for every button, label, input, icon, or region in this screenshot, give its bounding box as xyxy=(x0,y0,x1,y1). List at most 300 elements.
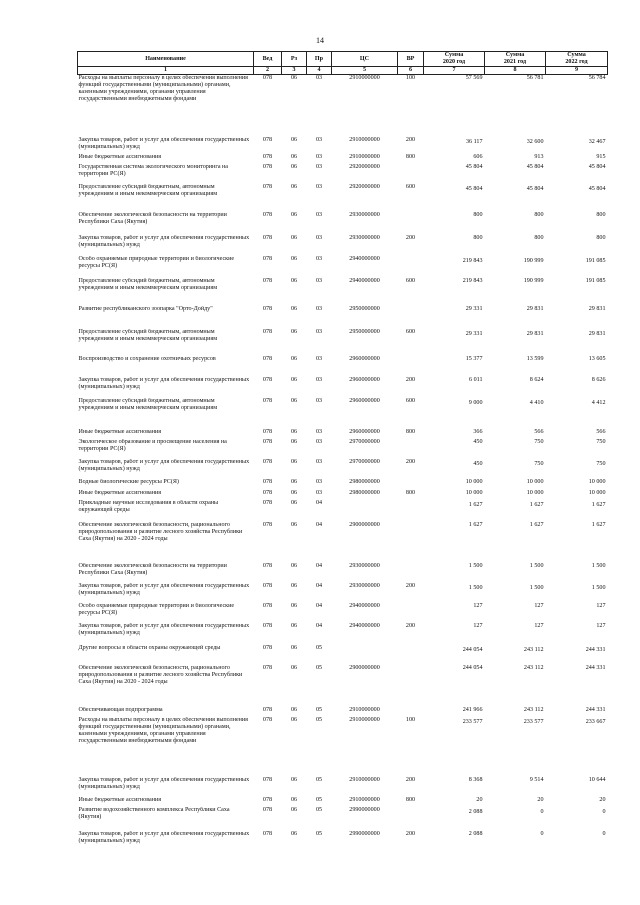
cell-rz: 06 xyxy=(290,806,298,813)
column-number: 8 xyxy=(485,67,546,75)
cell-cs: 2910000000 xyxy=(349,796,380,803)
cell-vr xyxy=(398,665,424,707)
cell-sum-2022: 56 784 xyxy=(588,75,606,81)
cell-ved: 078 xyxy=(262,478,273,485)
cell-rz: 06 xyxy=(290,582,298,589)
table-row xyxy=(78,278,608,306)
cell-ved: 078 xyxy=(262,489,273,496)
column-number: 3 xyxy=(282,67,307,75)
table-row xyxy=(78,398,608,429)
cell-vr: 200 xyxy=(405,136,416,143)
cell-pr: 03 xyxy=(315,183,323,190)
cell-vr xyxy=(398,256,424,278)
cell-vr xyxy=(398,212,424,235)
cell-name: Иные бюджетные ассигнования xyxy=(78,153,162,160)
cell-rz: 06 xyxy=(290,521,298,528)
cell-cs: 2930000000 xyxy=(349,211,380,218)
cell-sum-2022: 750 xyxy=(596,460,606,467)
cell-vr: 100 xyxy=(405,716,416,723)
cell-sum-2020: 606 xyxy=(473,153,483,160)
cell-sum-2022: 1 627 xyxy=(591,501,606,508)
table-row xyxy=(78,356,608,377)
cell-name: Обеспечение экологической безопасности, рационального природопользования и развитие лесного хозяйства Республики Саха (Якутия) на 2020 - 2024 годы xyxy=(78,664,243,685)
cell-cs: 2960000000 xyxy=(349,355,380,362)
cell-vr: 200 xyxy=(405,234,416,241)
cell-ved: 078 xyxy=(262,428,273,435)
cell-rz: 06 xyxy=(290,211,298,218)
table-row xyxy=(78,459,608,479)
table-row xyxy=(78,184,608,212)
table-row xyxy=(78,329,608,356)
cell-name: Обеспечивающая подпрограмма xyxy=(78,706,163,713)
cell-sum-2022: 0 xyxy=(602,808,606,815)
cell-sum-2022: 10 000 xyxy=(588,489,606,496)
cell-ved: 078 xyxy=(262,211,273,218)
cell-sum-2022: 13 605 xyxy=(588,355,606,362)
cell-rz: 06 xyxy=(290,478,298,485)
cell-sum-2022: 244 331 xyxy=(585,646,606,653)
cell-pr: 05 xyxy=(315,796,323,803)
table-row xyxy=(78,235,608,256)
cell-vr: 800 xyxy=(405,153,416,160)
cell-name: Иные бюджетные ассигнования xyxy=(78,796,162,803)
cell-sum-2021: 800 xyxy=(534,211,544,218)
cell-sum-2020: 9 000 xyxy=(468,399,483,406)
cell-cs: 2960000000 xyxy=(349,397,380,404)
table-row xyxy=(78,645,608,665)
cell-pr: 05 xyxy=(315,716,323,723)
cell-rz: 06 xyxy=(290,716,298,723)
cell-sum-2022: 1 627 xyxy=(591,521,606,528)
cell-sum-2020: 1 500 xyxy=(468,584,483,591)
cell-cs: 2950000000 xyxy=(349,328,380,335)
cell-sum-2021: 20 xyxy=(537,796,544,803)
cell-sum-2022: 20 xyxy=(599,796,606,803)
cell-rz: 06 xyxy=(290,499,298,506)
column-number: 1 xyxy=(78,67,254,75)
cell-sum-2020: 10 000 xyxy=(465,478,483,485)
cell-cs: 2920000000 xyxy=(349,163,380,170)
cell-sum-2020: 127 xyxy=(473,622,483,629)
table-row xyxy=(78,377,608,398)
cell-sum-2020: 127 xyxy=(473,602,483,609)
header-rz: Рз xyxy=(282,52,307,67)
cell-sum-2020: 233 577 xyxy=(462,718,483,725)
header-sum-2020: Сумма 2020 год xyxy=(424,52,485,67)
cell-name: Обеспечение экологической безопасности, рационального природопользования и развитие лесного хозяйства Республики Саха (Якутия) на 2020 - 2024 годы xyxy=(78,521,243,542)
cell-name: Закупка товаров, работ и услуг для обеспечения государственных (муниципальных) нужд xyxy=(78,776,250,790)
cell-ved: 078 xyxy=(262,706,273,713)
cell-name: Особо охраняемые природные территории и биологические ресурсы РС(Я) xyxy=(78,255,235,269)
budget-table xyxy=(77,51,608,854)
cell-name: Предоставление субсидий бюджетным, автономным учреждениям и иным некоммерческим организациям xyxy=(78,328,218,342)
cell-name: Иные бюджетные ассигнования xyxy=(78,428,162,435)
cell-pr: 03 xyxy=(315,255,323,262)
cell-pr: 03 xyxy=(315,305,323,312)
cell-ved: 078 xyxy=(262,602,273,609)
cell-sum-2020: 366 xyxy=(473,428,483,435)
cell-cs xyxy=(332,645,398,665)
table-row xyxy=(78,807,608,831)
cell-sum-2021: 127 xyxy=(534,622,544,629)
cell-sum-2021: 750 xyxy=(534,460,544,467)
cell-sum-2020: 1 500 xyxy=(468,562,483,569)
cell-sum-2020: 29 331 xyxy=(465,330,483,337)
cell-rz: 06 xyxy=(290,622,298,629)
cell-vr: 200 xyxy=(405,582,416,589)
cell-ved: 078 xyxy=(262,136,273,143)
table-row xyxy=(78,777,608,797)
cell-sum-2020: 244 054 xyxy=(462,664,483,671)
cell-cs: 2980000000 xyxy=(349,478,380,485)
cell-name: Расходы на выплаты персоналу в целях обеспечения выполнения функций государственными (муниципальными) органами, казенными учреждениями, органами управления государственными внебюджетными фондами xyxy=(78,716,248,744)
cell-sum-2020: 29 331 xyxy=(465,305,483,312)
cell-cs: 2990000000 xyxy=(349,830,380,837)
cell-name: Прикладные научные исследования в области охраны окружающей среды xyxy=(78,499,219,513)
cell-pr: 05 xyxy=(315,776,323,783)
cell-sum-2021: 45 804 xyxy=(526,185,544,192)
cell-name: Особо охраняемые природные территории и биологические ресурсы РС(Я) xyxy=(78,602,235,616)
cell-sum-2020: 800 xyxy=(473,211,483,218)
cell-sum-2022: 0 xyxy=(602,830,606,837)
table-row xyxy=(78,603,608,623)
cell-rz: 06 xyxy=(290,183,298,190)
cell-sum-2021: 566 xyxy=(534,428,544,435)
cell-cs: 2940000000 xyxy=(349,255,380,262)
cell-pr: 03 xyxy=(315,153,323,160)
cell-sum-2021: 1 500 xyxy=(529,584,544,591)
cell-sum-2020: 20 xyxy=(476,796,483,803)
cell-ved: 078 xyxy=(262,806,273,813)
cell-vr xyxy=(398,479,424,490)
table-row xyxy=(78,563,608,583)
cell-sum-2022: 10 000 xyxy=(588,478,606,485)
cell-vr: 800 xyxy=(405,796,416,803)
cell-rz: 06 xyxy=(290,75,298,81)
cell-sum-2022: 915 xyxy=(596,153,606,160)
cell-rz: 06 xyxy=(290,796,298,803)
header-name: Наименование xyxy=(78,52,254,67)
cell-sum-2020: 219 843 xyxy=(462,257,483,264)
cell-ved: 078 xyxy=(262,622,273,629)
cell-ved: 078 xyxy=(262,255,273,262)
cell-cs: 2980000000 xyxy=(349,489,380,496)
cell-rz: 06 xyxy=(290,234,298,241)
column-number-row xyxy=(78,67,608,75)
cell-sum-2021: 4 410 xyxy=(529,399,544,406)
cell-cs: 2940000000 xyxy=(349,277,380,284)
cell-sum-2022: 191 085 xyxy=(585,277,606,284)
cell-sum-2021: 29 831 xyxy=(526,330,544,337)
cell-name: Закупка товаров, работ и услуг для обеспечения государственных (муниципальных) нужд xyxy=(78,376,250,390)
cell-vr: 600 xyxy=(405,328,416,335)
cell-sum-2020: 8 368 xyxy=(468,776,483,783)
cell-cs: 2960000000 xyxy=(349,428,380,435)
cell-rz: 06 xyxy=(290,355,298,362)
table-row xyxy=(78,212,608,235)
cell-pr: 04 xyxy=(315,521,323,528)
cell-sum-2020: 15 377 xyxy=(465,355,483,362)
cell-rz: 06 xyxy=(290,562,298,569)
cell-sum-2022: 29 831 xyxy=(588,330,606,337)
cell-name: Другие вопросы в области охраны окружающей среды xyxy=(78,644,221,651)
cell-rz: 06 xyxy=(290,376,298,383)
cell-ved: 078 xyxy=(262,438,273,445)
cell-rz: 06 xyxy=(290,277,298,284)
cell-name: Закупка товаров, работ и услуг для обеспечения государственных (муниципальных) нужд xyxy=(78,458,250,472)
cell-sum-2020: 450 xyxy=(473,460,483,467)
cell-cs: 2900000000 xyxy=(349,664,380,671)
cell-name: Водные биологические ресурсы РС(Я) xyxy=(78,478,179,485)
cell-sum-2021: 190 999 xyxy=(523,277,544,284)
cell-cs: 2940000000 xyxy=(349,622,380,629)
cell-vr: 800 xyxy=(405,489,416,496)
cell-sum-2020: 2 088 xyxy=(468,830,483,837)
cell-name: Предоставление субсидий бюджетным, автономным учреждениям и иным некоммерческим организациям xyxy=(78,397,218,411)
table-row xyxy=(78,717,608,777)
cell-sum-2020: 57 569 xyxy=(465,75,483,81)
cell-sum-2022: 32 467 xyxy=(588,138,606,145)
table-row xyxy=(78,831,608,854)
cell-ved: 078 xyxy=(262,153,273,160)
cell-name: Расходы на выплаты персоналу в целях обеспечения выполнения функций государственными (муниципальными) органами, казенными учреждениями, органами управления государственными внебюджетными фондами xyxy=(78,75,248,102)
cell-ved: 078 xyxy=(262,830,273,837)
cell-pr: 04 xyxy=(315,622,323,629)
cell-cs: 2910000000 xyxy=(349,136,380,143)
cell-ved: 078 xyxy=(262,716,273,723)
cell-rz: 06 xyxy=(290,305,298,312)
cell-ved: 078 xyxy=(262,183,273,190)
table-row xyxy=(78,306,608,329)
cell-ved: 078 xyxy=(262,776,273,783)
cell-sum-2021: 45 804 xyxy=(526,163,544,170)
cell-rz: 06 xyxy=(290,489,298,496)
column-number: 5 xyxy=(332,67,398,75)
table-row xyxy=(78,154,608,164)
cell-ved: 078 xyxy=(262,234,273,241)
cell-sum-2020: 241 966 xyxy=(462,706,483,713)
cell-pr: 05 xyxy=(315,706,323,713)
cell-sum-2022: 566 xyxy=(596,428,606,435)
cell-rz: 06 xyxy=(290,397,298,404)
cell-sum-2021: 127 xyxy=(534,602,544,609)
cell-sum-2021: 190 999 xyxy=(523,257,544,264)
cell-ved: 078 xyxy=(262,562,273,569)
cell-ved: 078 xyxy=(262,277,273,284)
cell-cs: 2970000000 xyxy=(349,438,380,445)
cell-cs: 2970000000 xyxy=(349,458,380,465)
cell-sum-2020: 219 843 xyxy=(462,277,483,284)
cell-ved: 078 xyxy=(262,644,273,651)
cell-ved: 078 xyxy=(262,376,273,383)
cell-sum-2022: 127 xyxy=(596,622,606,629)
page-number: 14 xyxy=(316,36,324,45)
header-sum-2021: Сумма 2021 год xyxy=(485,52,546,67)
cell-pr: 03 xyxy=(315,428,323,435)
column-number: 6 xyxy=(398,67,424,75)
cell-sum-2022: 244 331 xyxy=(585,706,606,713)
cell-sum-2020: 244 054 xyxy=(462,646,483,653)
cell-name: Закупка товаров, работ и услуг для обеспечения государственных (муниципальных) нужд xyxy=(78,234,250,248)
cell-cs: 2930000000 xyxy=(349,582,380,589)
cell-vr xyxy=(398,164,424,184)
cell-sum-2022: 750 xyxy=(596,438,606,445)
header-vr: ВР xyxy=(398,52,424,67)
cell-vr: 600 xyxy=(405,397,416,404)
cell-name: Предоставление субсидий бюджетным, автономным учреждениям и иным некоммерческим организациям xyxy=(78,277,218,291)
table-row xyxy=(78,479,608,490)
cell-pr: 03 xyxy=(315,458,323,465)
cell-pr: 03 xyxy=(315,163,323,170)
cell-vr xyxy=(398,807,424,831)
cell-sum-2022: 233 667 xyxy=(585,718,606,725)
header-sum-2022: Сумма 2022 год xyxy=(546,52,608,67)
cell-cs: 2930000000 xyxy=(349,234,380,241)
cell-vr: 200 xyxy=(405,622,416,629)
cell-ved: 078 xyxy=(262,796,273,803)
cell-cs: 2950000000 xyxy=(349,305,380,312)
cell-vr: 600 xyxy=(405,277,416,284)
cell-sum-2022: 10 644 xyxy=(588,776,606,783)
table-body xyxy=(78,75,608,854)
table-row xyxy=(78,522,608,563)
cell-pr: 03 xyxy=(315,234,323,241)
cell-pr: 03 xyxy=(315,136,323,143)
cell-ved: 078 xyxy=(262,328,273,335)
cell-vr: 200 xyxy=(405,776,416,783)
cell-name: Иные бюджетные ассигнования xyxy=(78,489,162,496)
cell-cs: 2940000000 xyxy=(349,602,380,609)
cell-sum-2020: 45 804 xyxy=(465,185,483,192)
cell-vr xyxy=(398,707,424,717)
cell-rz: 06 xyxy=(290,438,298,445)
cell-pr: 03 xyxy=(315,397,323,404)
cell-pr: 03 xyxy=(315,328,323,335)
cell-name: Предоставление субсидий бюджетным, автономным учреждениям и иным некоммерческим организациям xyxy=(78,183,218,197)
cell-sum-2021: 10 000 xyxy=(526,489,544,496)
cell-sum-2021: 243 112 xyxy=(523,664,544,671)
cell-sum-2022: 800 xyxy=(596,234,606,241)
cell-name: Развитие водохозяйственного комплекса Республики Саха (Якутия) xyxy=(78,806,230,820)
cell-vr: 200 xyxy=(405,830,416,837)
cell-sum-2021: 243 112 xyxy=(523,706,544,713)
cell-pr: 05 xyxy=(315,830,323,837)
cell-vr xyxy=(398,500,424,522)
cell-ved: 078 xyxy=(262,75,273,81)
cell-rz: 06 xyxy=(290,428,298,435)
cell-vr xyxy=(398,645,424,665)
cell-ved: 078 xyxy=(262,499,273,506)
cell-rz: 06 xyxy=(290,328,298,335)
cell-ved: 078 xyxy=(262,305,273,312)
cell-cs: 2960000000 xyxy=(349,376,380,383)
cell-pr: 03 xyxy=(315,478,323,485)
cell-sum-2021: 10 000 xyxy=(526,478,544,485)
cell-sum-2022: 4 412 xyxy=(591,399,606,406)
header-pr: Пр xyxy=(307,52,332,67)
cell-name: Закупка товаров, работ и услуг для обеспечения государственных (муниципальных) нужд xyxy=(78,830,250,844)
cell-sum-2021: 233 577 xyxy=(523,718,544,725)
cell-sum-2021: 1 627 xyxy=(529,501,544,508)
cell-sum-2021: 8 624 xyxy=(529,376,544,383)
table-row xyxy=(78,490,608,500)
cell-ved: 078 xyxy=(262,397,273,404)
cell-rz: 06 xyxy=(290,644,298,651)
cell-vr xyxy=(398,563,424,583)
cell-vr xyxy=(398,603,424,623)
cell-ved: 078 xyxy=(262,664,273,671)
table-row xyxy=(78,797,608,807)
cell-sum-2021: 56 781 xyxy=(526,75,544,81)
cell-vr xyxy=(398,439,424,459)
cell-rz: 06 xyxy=(290,602,298,609)
cell-name: Обеспечение экологической безопасности на территории Республики Саха (Якутия) xyxy=(78,211,227,225)
cell-vr xyxy=(398,356,424,377)
cell-sum-2022: 800 xyxy=(596,211,606,218)
cell-sum-2021: 0 xyxy=(540,830,544,837)
cell-cs: 2910000000 xyxy=(349,153,380,160)
cell-sum-2021: 29 831 xyxy=(526,305,544,312)
cell-ved: 078 xyxy=(262,521,273,528)
table-row xyxy=(78,583,608,603)
table-row xyxy=(78,137,608,154)
cell-rz: 06 xyxy=(290,255,298,262)
cell-sum-2022: 29 831 xyxy=(588,305,606,312)
cell-name: Государственная система экологического мониторинга на территории РС(Я) xyxy=(78,163,229,177)
cell-sum-2020: 36 117 xyxy=(465,138,483,145)
cell-sum-2021: 243 112 xyxy=(523,646,544,653)
cell-ved: 078 xyxy=(262,458,273,465)
cell-sum-2020: 800 xyxy=(473,234,483,241)
table-row xyxy=(78,665,608,707)
table-row xyxy=(78,500,608,522)
table-row xyxy=(78,75,608,137)
cell-sum-2022: 45 804 xyxy=(588,185,606,192)
cell-rz: 06 xyxy=(290,163,298,170)
cell-name: Закупка товаров, работ и услуг для обеспечения государственных (муниципальных) нужд xyxy=(78,136,250,150)
cell-rz: 06 xyxy=(290,706,298,713)
cell-sum-2021: 750 xyxy=(534,438,544,445)
table-row xyxy=(78,439,608,459)
cell-sum-2021: 13 599 xyxy=(526,355,544,362)
cell-vr: 100 xyxy=(405,75,416,81)
cell-rz: 06 xyxy=(290,776,298,783)
cell-name: Закупка товаров, работ и услуг для обеспечения государственных (муниципальных) нужд xyxy=(78,622,250,636)
cell-rz: 06 xyxy=(290,458,298,465)
cell-name: Закупка товаров, работ и услуг для обеспечения государственных (муниципальных) нужд xyxy=(78,582,250,596)
table-row xyxy=(78,623,608,645)
cell-sum-2020: 6 011 xyxy=(469,376,483,383)
cell-sum-2020: 1 627 xyxy=(468,521,483,528)
cell-cs: 2910000000 xyxy=(349,706,380,713)
cell-pr: 03 xyxy=(315,376,323,383)
cell-sum-2021: 32 600 xyxy=(526,138,544,145)
cell-sum-2021: 1 500 xyxy=(529,562,544,569)
cell-sum-2020: 45 804 xyxy=(465,163,483,170)
cell-vr xyxy=(398,522,424,563)
cell-sum-2022: 45 804 xyxy=(588,163,606,170)
table-row xyxy=(78,707,608,717)
cell-name: Экологическое образование и просвещение населения на территории РС(Я) xyxy=(78,438,227,452)
cell-sum-2020: 1 627 xyxy=(468,501,483,508)
cell-pr: 04 xyxy=(315,499,323,506)
cell-pr: 03 xyxy=(315,211,323,218)
header-ved: Вед xyxy=(254,52,282,67)
cell-vr: 600 xyxy=(405,183,416,190)
cell-pr: 05 xyxy=(315,664,323,671)
cell-pr: 03 xyxy=(315,489,323,496)
table-row xyxy=(78,256,608,278)
